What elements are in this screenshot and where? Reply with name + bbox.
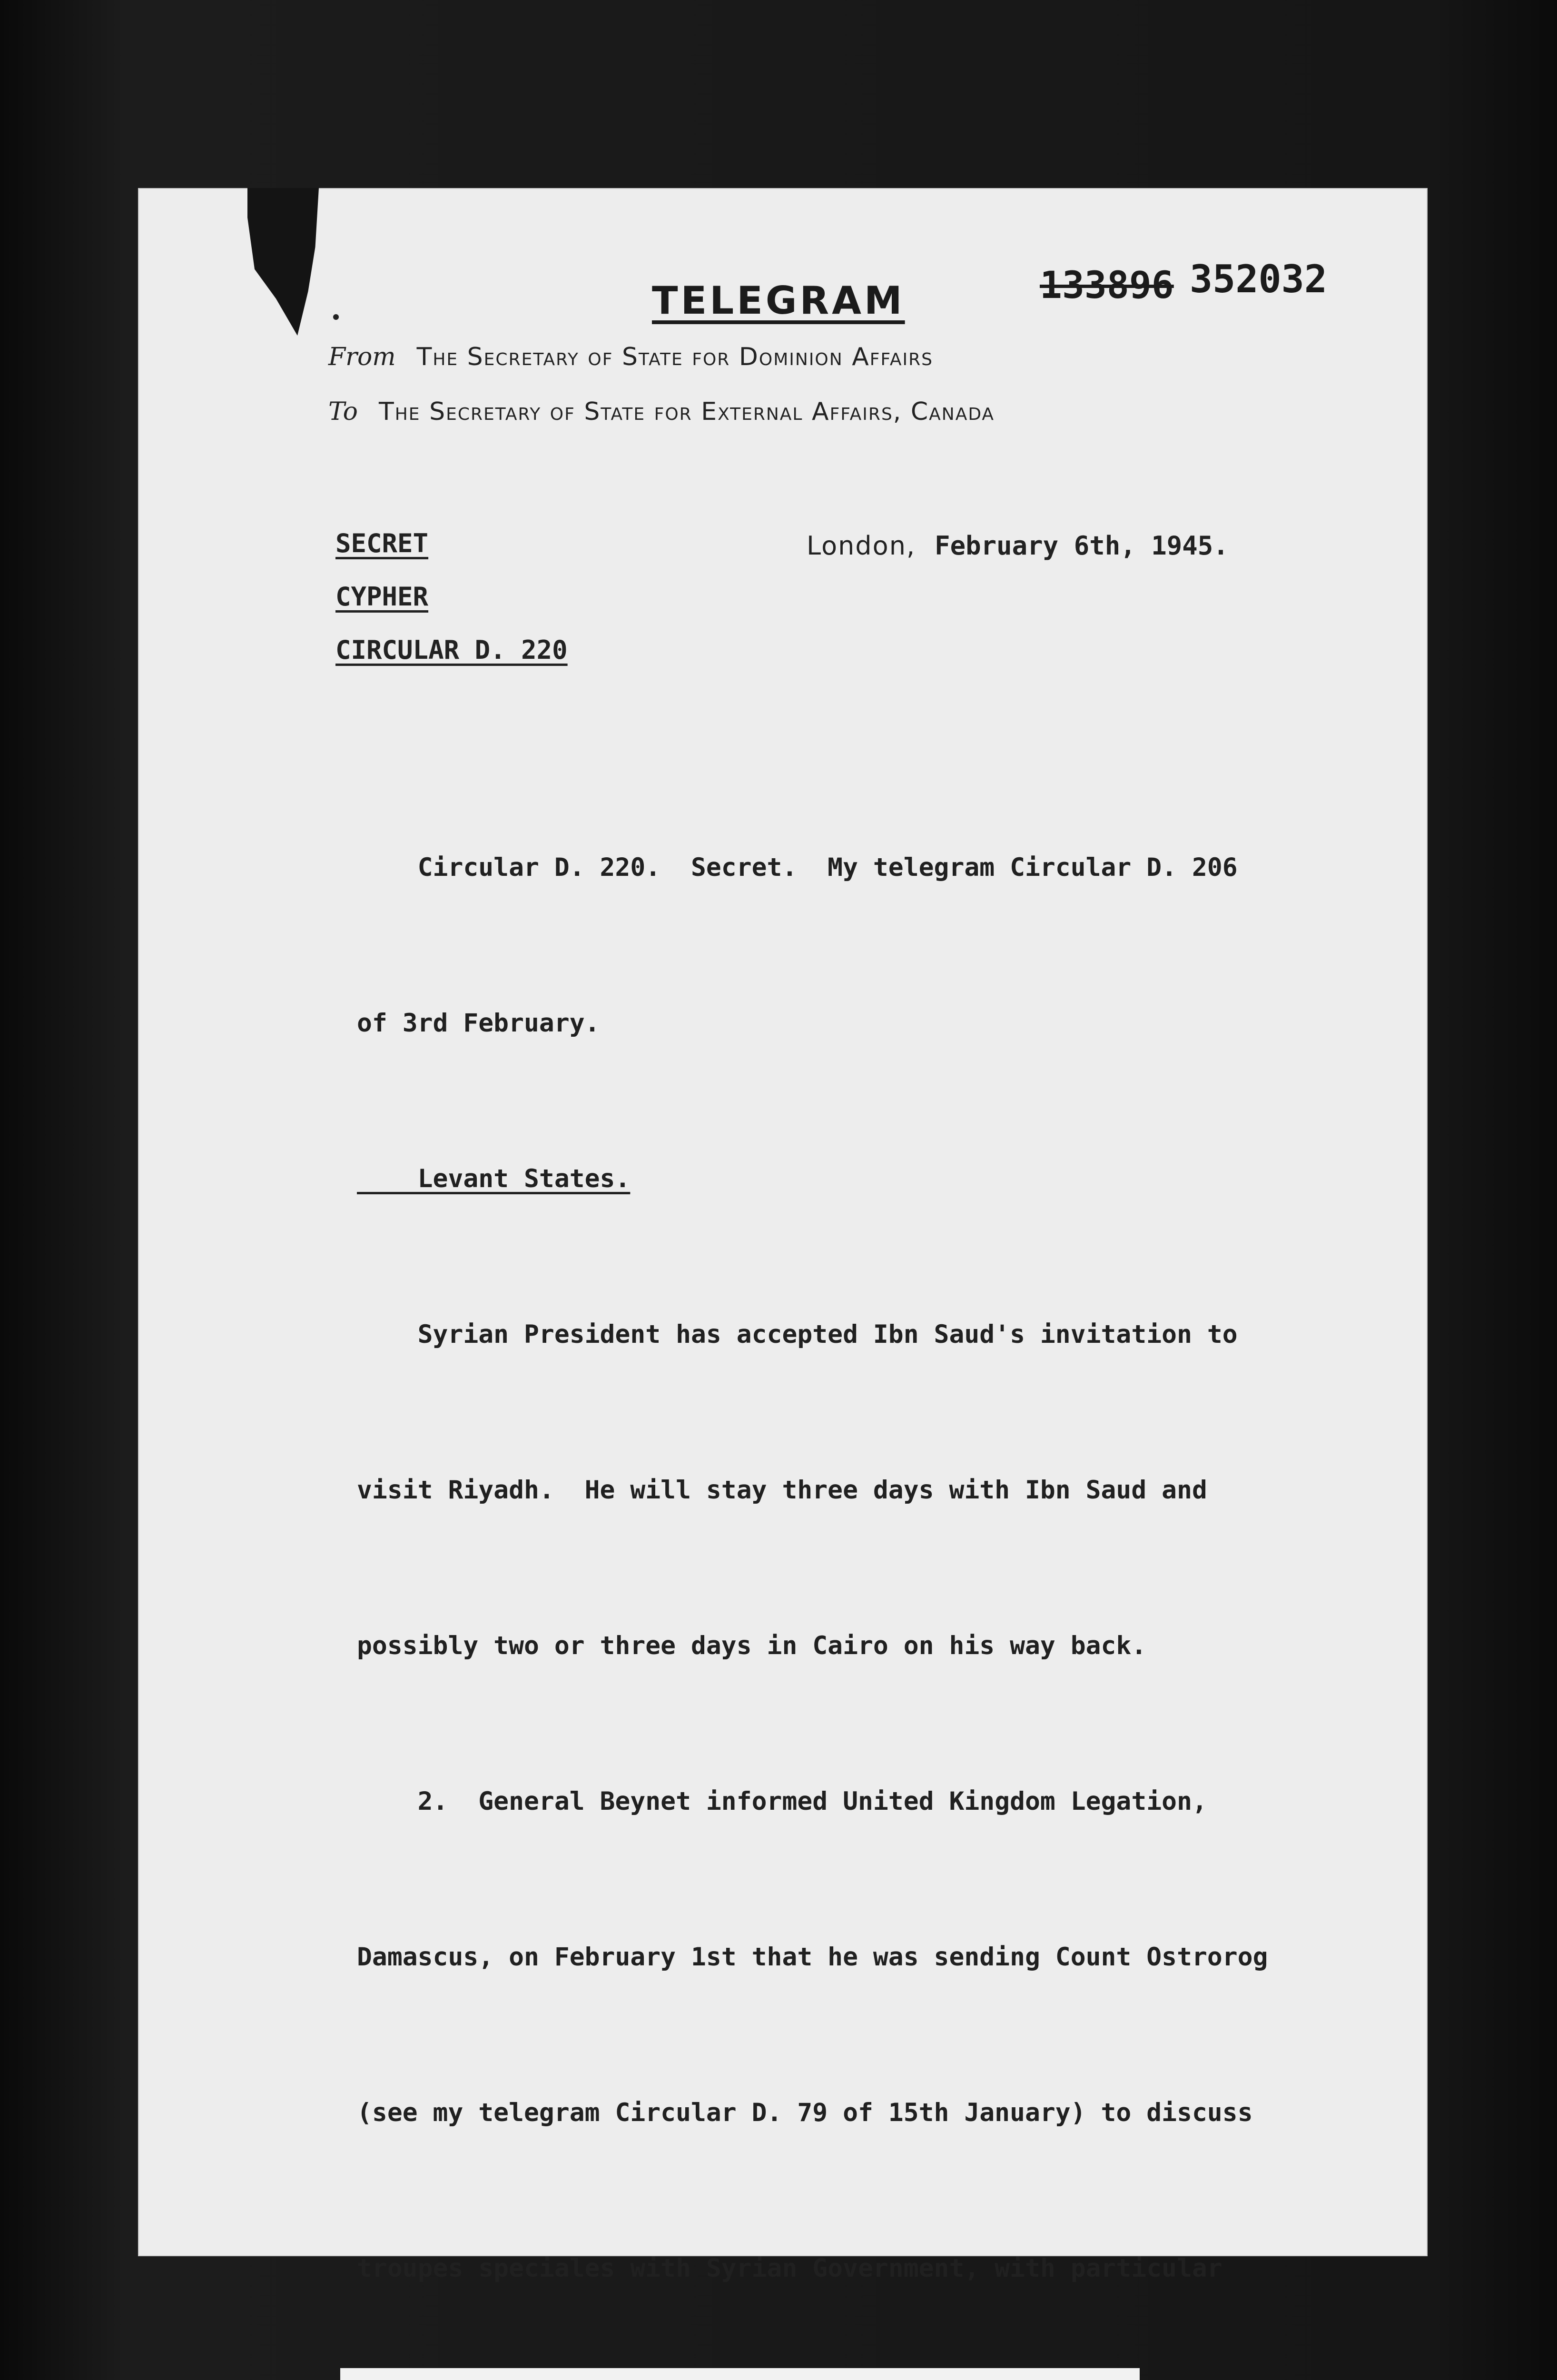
place: London, — [807, 531, 916, 561]
telegram-body — [357, 738, 1404, 2380]
to-label: To — [328, 397, 358, 426]
from-label: From — [328, 343, 396, 371]
body-line: Syrian President has accepted Ibn Saud's invitation to — [357, 1320, 1238, 1349]
body-line: of 3rd February. — [357, 1009, 600, 1038]
body-line: troupes speciales with Syrian Government, with particular — [357, 2254, 1222, 2283]
section-heading: Levant States. — [357, 1164, 631, 1193]
body-line: possibly two or three days in Cairo on his way back. — [357, 1631, 1147, 1660]
body-line: Circular D. 220. Secret. My telegram Circular D. 206 — [357, 853, 1238, 882]
body-line: (see my telegram Circular D. 79 of 15th January) to discuss — [357, 2098, 1253, 2127]
telegram-title: TELEGRAM — [652, 278, 905, 323]
cypher-marker: CYPHER — [335, 582, 429, 612]
from-text: The Secretary of State for Dominion Affairs — [416, 343, 934, 371]
struck-reference-number: 133896 — [1040, 264, 1174, 307]
punch-dot — [333, 314, 339, 320]
body-line: 2. General Beynet informed United Kingdom Legation, — [357, 1787, 1207, 1816]
body-line: Damascus, on February 1st that he was sending Count Ostrorog — [357, 1943, 1268, 1972]
circular-marker: CIRCULAR D. 220 — [335, 635, 568, 665]
from-line — [328, 343, 933, 371]
secret-marker: SECRET — [335, 528, 429, 558]
reference-number: 352032 — [1190, 257, 1327, 301]
to-text: The Secretary of State for External Affairs, Canada — [378, 397, 995, 426]
catalogue-slip — [340, 2368, 1140, 2380]
place-date — [807, 531, 1229, 561]
body-line: visit Riyadh. He will stay three days with Ibn Saud and — [357, 1476, 1207, 1505]
to-line — [328, 397, 995, 426]
date: February 6th, 1945. — [935, 531, 1229, 561]
